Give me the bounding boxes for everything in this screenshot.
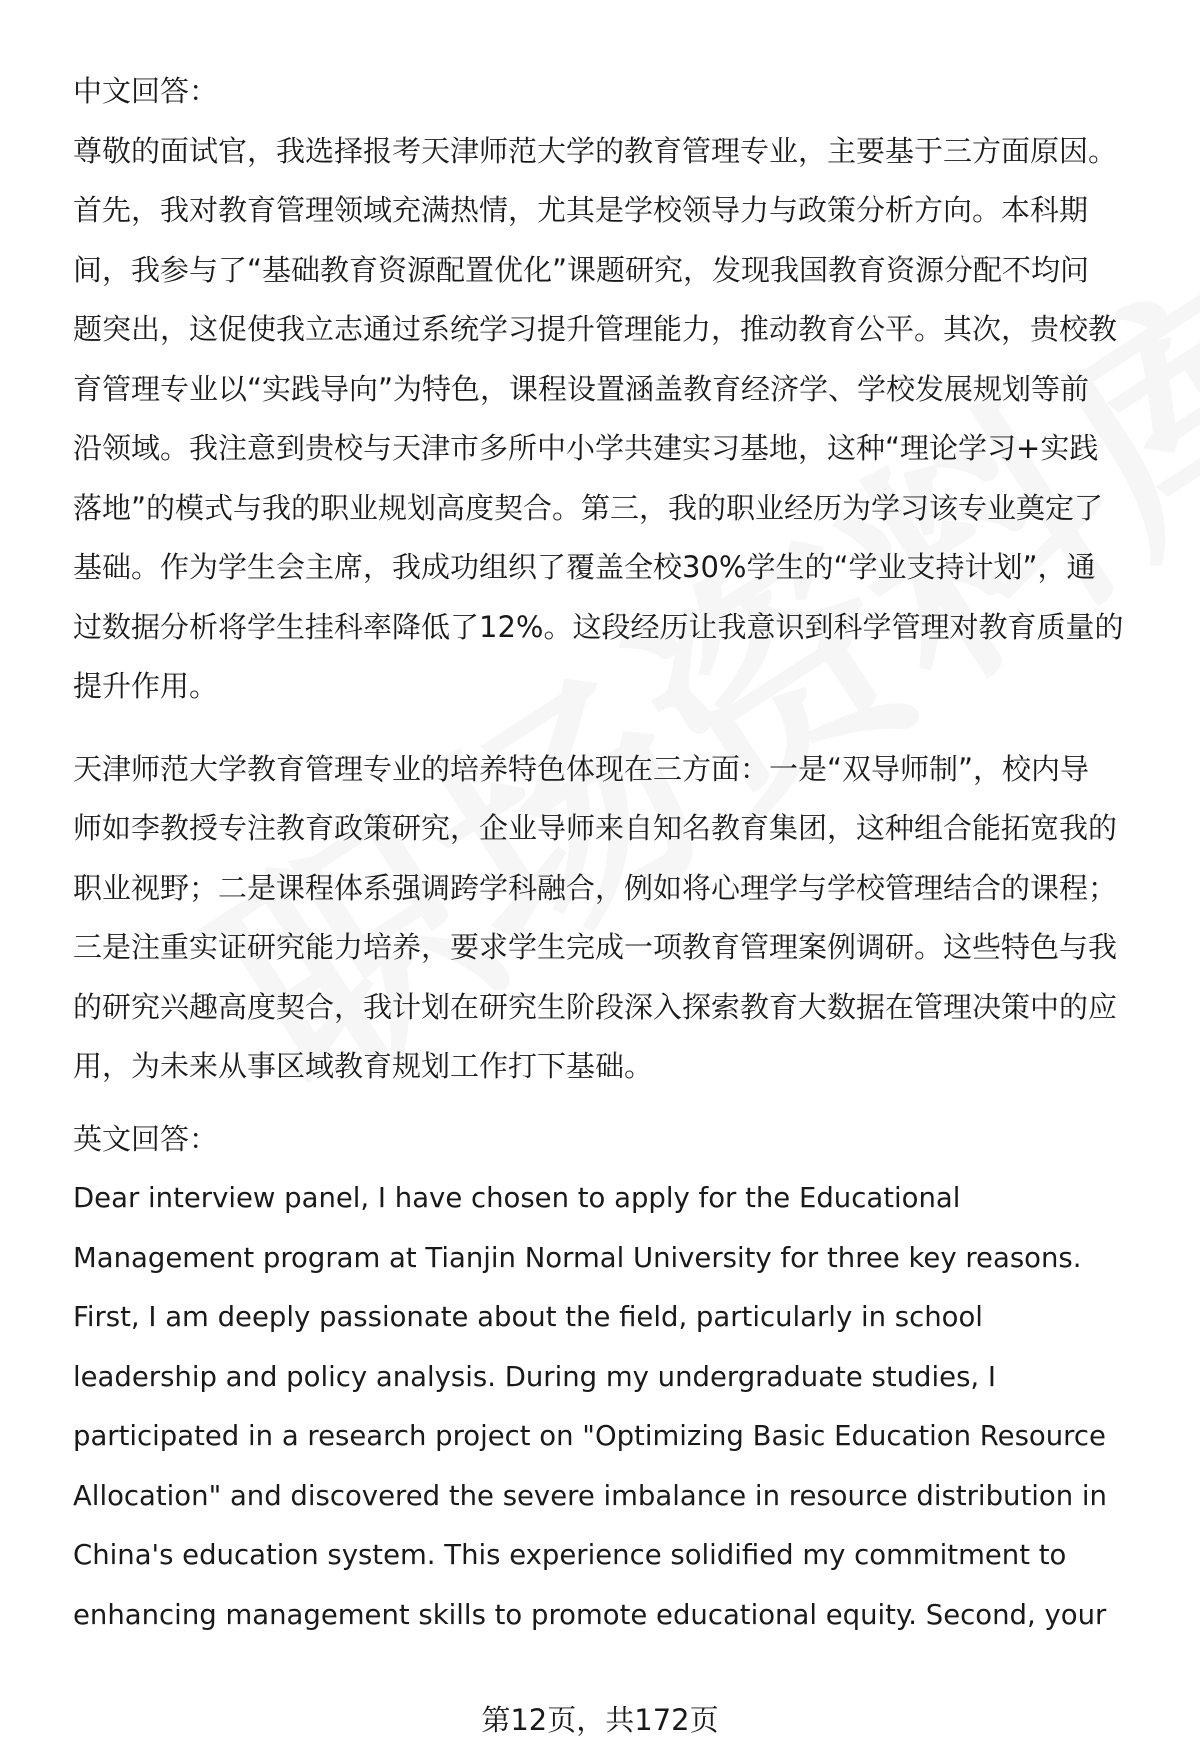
text-line: 师如李教授专注教育政策研究，企业导师来自知名教育集团，这种组合能拓宽我的 [73,811,1118,845]
text-line: 首先，我对教育管理领域充满热情，尤其是学校领导力与政策分析方向。本科期 [73,193,1089,227]
text-line: Management program at Tianjin Normal University for three key reasons. [73,1241,1082,1274]
text-line: 尊敬的面试官，我选择报考天津师范大学的教育管理专业，主要基于三方面原因。 [73,133,1118,168]
text-line: 职业视野；二是课程体系强调跨学科融合，例如将心理学与学校管理结合的课程； [73,870,1118,905]
text-line: Allocation" and discovered the severe imbalance in resource distribution in [73,1479,1107,1512]
text-line: 沿领域。我注意到贵校与天津市多所中小学共建实习基地，这种“理论学习+实践 [73,431,1099,465]
text-line: 天津师范大学教育管理专业的培养特色体现在三方面：一是“双导师制”，校内导 [73,751,1090,786]
text-line: 间，我参与了“基础教育资源配置优化”课题研究，发现我国教育资源分配不均问 [73,252,1090,287]
text-line: 育管理专业以“实践导向”为特色，课程设置涵盖教育经济学、学校发展规划等前 [73,371,1090,406]
text-line: China's education system. This experience solidified my commitment to [73,1539,1067,1571]
paragraph-gap [73,1097,1153,1110]
document-body [73,62,1153,1645]
text-line: 的研究兴趣高度契合，我计划在研究生阶段深入探索教育大数据在管理决策中的应 [73,989,1118,1024]
text-line: 过数据分析将学生挂科率降低了12%。这段经历让我意识到科学管理对教育质量的 [73,609,1124,644]
text-line: 用，为未来从事区域教育规划工作打下基础。 [73,1049,654,1083]
text-line: 落地”的模式与我的职业规划高度契合。第三，我的职业经历为学习该专业奠定了 [73,490,1104,525]
text-line: 基础。作为学生会主席，我成功组织了覆盖全校30%学生的“学业支持计划”，通 [73,550,1096,584]
en-paragraph-1 [73,1169,1153,1645]
text-line: Dear interview panel, I have chosen to apply for the Educational [73,1182,961,1214]
text-line: First, I am deeply passionate about the field, particularly in school [73,1301,983,1333]
paragraph-gap [73,717,1153,740]
text-line: 题突出，这促使我立志通过系统学习提升管理能力，推动教育公平。其次，贵校教 [73,312,1118,346]
en-heading: 英文回答： [73,1121,219,1156]
cn-heading: 中文回答： [73,74,219,108]
text-line: 提升作用。 [73,669,219,703]
text-line: enhancing management skills to promote educational equity. Second, your [73,1598,1107,1631]
cn-paragraph-1 [73,122,1153,717]
cn-paragraph-2 [73,740,1153,1097]
text-line: leadership and policy analysis. During my undergraduate studies, I [73,1360,996,1393]
text-line: 三是注重实证研究能力培养，要求学生完成一项教育管理案例调研。这些特色与我 [73,930,1118,964]
page-number-footer: 第12页，共172页 [481,1703,719,1737]
text-line: participated in a research project on "Optimizing Basic Education Resource [73,1420,1106,1452]
